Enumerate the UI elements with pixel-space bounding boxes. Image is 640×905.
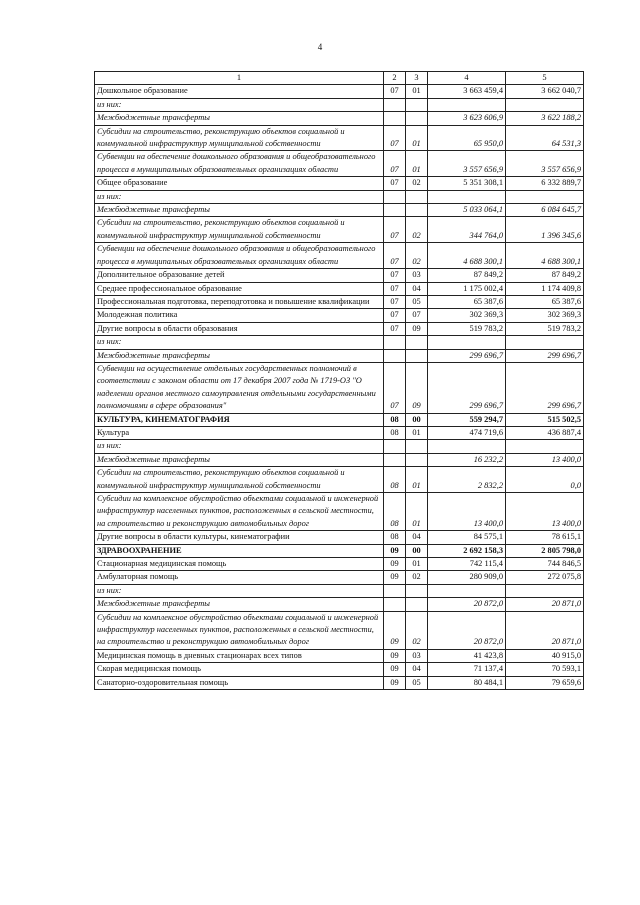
amount-col5-cell: 6 332 889,7 [506,177,584,190]
amount-col5-cell: 744 846,5 [506,558,584,571]
amount-col4-cell: 302 369,3 [428,309,506,322]
amount-col4-cell: 41 423,8 [428,649,506,662]
row-name-cell: Среднее профессиональное образование [95,282,384,295]
row-name-cell: Межбюджетные трансферты [95,598,384,611]
amount-col5-cell: 3 557 656,9 [506,151,584,177]
section-code-cell [384,112,406,125]
table-row [95,362,584,413]
subsection-code-cell: 03 [406,649,428,662]
amount-col5-cell: 272 075,8 [506,571,584,584]
row-name-cell: Субсидии на комплексное обустройство объектами социальной и инженерной инфраструктур населенных пунктов, расположенных в сельской местности, на строительство и реконструкцию автомобильных дорог [95,611,384,649]
amount-col4-cell: 519 783,2 [428,322,506,335]
subsection-code-cell [406,440,428,453]
subsection-code-cell: 00 [406,544,428,557]
section-code-cell: 07 [384,125,406,151]
row-name-cell: Профессиональная подготовка, переподготовка и повышение квалификации [95,295,384,308]
section-code-cell: 09 [384,544,406,557]
amount-col5-cell: 78 615,1 [506,531,584,544]
subsection-code-cell [406,204,428,217]
amount-col4-cell: 65 950,0 [428,125,506,151]
row-name-cell: из них: [95,336,384,349]
amount-col5-cell: 515 502,5 [506,413,584,426]
row-name-cell: Субсидии на комплексное обустройство объектами социальной и инженерной инфраструктур населенных пунктов, расположенных в сельской местности, на строительство и реконструкцию автомобильных дорог [95,493,384,531]
amount-col5-cell: 1 174 409,8 [506,282,584,295]
subsection-code-cell [406,453,428,466]
section-code-cell: 09 [384,558,406,571]
section-code-cell: 09 [384,676,406,689]
subsection-code-cell: 09 [406,322,428,335]
row-name-cell: из них: [95,98,384,111]
table-row [95,151,584,177]
table-row [95,584,584,597]
row-name-cell: из них: [95,440,384,453]
section-code-cell: 09 [384,611,406,649]
section-code-cell: 07 [384,243,406,269]
amount-col4-cell: 474 719,6 [428,426,506,439]
amount-col4-cell [428,98,506,111]
column-header: 4 [428,72,506,85]
section-code-cell [384,440,406,453]
table-row [95,269,584,282]
row-name-cell: Межбюджетные трансферты [95,349,384,362]
amount-col5-cell: 65 387,6 [506,295,584,308]
subsection-code-cell: 07 [406,309,428,322]
amount-col4-cell: 2 832,2 [428,467,506,493]
table-header-row [95,72,584,85]
subsection-code-cell: 00 [406,413,428,426]
row-name-cell: Стационарная медицинская помощь [95,558,384,571]
section-code-cell: 07 [384,269,406,282]
amount-col5-cell: 6 084 645,7 [506,204,584,217]
section-code-cell: 08 [384,493,406,531]
amount-col5-cell [506,440,584,453]
table-row [95,322,584,335]
amount-col5-cell: 20 871,0 [506,611,584,649]
table-row [95,336,584,349]
row-name-cell: Субсидии на строительство, реконструкцию объектов социальной и коммунальной инфраструктур муниципальной собственности [95,217,384,243]
subsection-code-cell: 04 [406,531,428,544]
row-name-cell: Межбюджетные трансферты [95,112,384,125]
amount-col5-cell: 87 849,2 [506,269,584,282]
section-code-cell: 07 [384,217,406,243]
section-code-cell: 09 [384,649,406,662]
section-code-cell: 07 [384,177,406,190]
amount-col5-cell: 299 696,7 [506,349,584,362]
table-row [95,98,584,111]
row-name-cell: Амбулаторная помощь [95,571,384,584]
amount-col5-cell: 70 593,1 [506,663,584,676]
subsection-code-cell: 03 [406,269,428,282]
amount-col4-cell: 3 557 656,9 [428,151,506,177]
column-header: 1 [95,72,384,85]
table-row [95,676,584,689]
amount-col5-cell: 2 805 798,0 [506,544,584,557]
page-number: 4 [317,42,323,52]
table-row [95,177,584,190]
table-row [95,558,584,571]
amount-col4-cell: 87 849,2 [428,269,506,282]
amount-col4-cell: 3 623 606,9 [428,112,506,125]
section-code-cell: 09 [384,663,406,676]
table-row [95,413,584,426]
table-row [95,282,584,295]
row-name-cell: Молодежная политика [95,309,384,322]
row-name-cell: из них: [95,190,384,203]
section-code-cell: 08 [384,531,406,544]
amount-col4-cell: 13 400,0 [428,493,506,531]
section-code-cell: 07 [384,322,406,335]
section-code-cell [384,598,406,611]
amount-col4-cell: 299 696,7 [428,349,506,362]
subsection-code-cell: 02 [406,571,428,584]
subsection-code-cell: 04 [406,663,428,676]
amount-col5-cell: 3 662 040,7 [506,85,584,98]
row-name-cell: Субвенции на обеспечение дошкольного образования и общеобразовательного процесса в муниципальных образовательных организациях области [95,151,384,177]
amount-col4-cell: 16 232,2 [428,453,506,466]
subsection-code-cell: 01 [406,467,428,493]
section-code-cell: 08 [384,467,406,493]
section-code-cell: 07 [384,85,406,98]
section-code-cell [384,584,406,597]
row-name-cell: Санаторно-оздоровительная помощь [95,676,384,689]
section-code-cell: 07 [384,151,406,177]
subsection-code-cell: 01 [406,125,428,151]
row-name-cell: Дошкольное образование [95,85,384,98]
amount-col5-cell: 79 659,6 [506,676,584,689]
amount-col5-cell: 64 531,3 [506,125,584,151]
amount-col4-cell: 5 033 064,1 [428,204,506,217]
subsection-code-cell [406,98,428,111]
amount-col4-cell: 2 692 158,3 [428,544,506,557]
section-code-cell [384,336,406,349]
column-header: 2 [384,72,406,85]
table-row [95,426,584,439]
subsection-code-cell [406,336,428,349]
budget-table [94,71,584,690]
amount-col5-cell [506,98,584,111]
row-name-cell: из них: [95,584,384,597]
section-code-cell [384,98,406,111]
row-name-cell: Медицинская помощь в дневных стационарах всех типов [95,649,384,662]
table-row [95,571,584,584]
amount-col4-cell: 742 115,4 [428,558,506,571]
amount-col4-cell [428,584,506,597]
row-name-cell: Скорая медицинская помощь [95,663,384,676]
amount-col4-cell: 559 294,7 [428,413,506,426]
amount-col4-cell: 4 688 300,1 [428,243,506,269]
amount-col5-cell: 20 871,0 [506,598,584,611]
table-row [95,544,584,557]
subsection-code-cell [406,112,428,125]
row-name-cell: Субвенции на осуществление отдельных государственных полномочий в соответствии с законом области от 17 декабря 2007 года № 1719-ОЗ "О наделении органов местного самоуправления отдельными государственными полномочиями в сфере образования" [95,362,384,413]
section-code-cell [384,453,406,466]
subsection-code-cell: 05 [406,676,428,689]
amount-col5-cell: 302 369,3 [506,309,584,322]
amount-col5-cell: 40 915,0 [506,649,584,662]
table-row [95,309,584,322]
table-row [95,295,584,308]
table-row [95,217,584,243]
subsection-code-cell: 09 [406,362,428,413]
subsection-code-cell [406,349,428,362]
row-name-cell: Другие вопросы в области образования [95,322,384,335]
subsection-code-cell [406,190,428,203]
amount-col4-cell: 5 351 308,1 [428,177,506,190]
amount-col5-cell: 519 783,2 [506,322,584,335]
amount-col4-cell: 20 872,0 [428,611,506,649]
row-name-cell: Субсидии на строительство, реконструкцию объектов социальной и коммунальной инфраструктур муниципальной собственности [95,125,384,151]
table-row [95,598,584,611]
row-name-cell: Дополнительное образование детей [95,269,384,282]
row-name-cell: Межбюджетные трансферты [95,453,384,466]
amount-col4-cell [428,336,506,349]
subsection-code-cell: 01 [406,151,428,177]
row-name-cell: ЗДРАВООХРАНЕНИЕ [95,544,384,557]
section-code-cell: 07 [384,309,406,322]
amount-col5-cell: 4 688 300,1 [506,243,584,269]
amount-col4-cell: 299 696,7 [428,362,506,413]
amount-col5-cell: 3 622 188,2 [506,112,584,125]
table-row [95,453,584,466]
column-header: 5 [506,72,584,85]
amount-col5-cell [506,336,584,349]
section-code-cell: 07 [384,282,406,295]
row-name-cell: Субсидии на строительство, реконструкцию объектов социальной и коммунальной инфраструктур муниципальной собственности [95,467,384,493]
subsection-code-cell: 02 [406,217,428,243]
table-row [95,243,584,269]
row-name-cell: КУЛЬТУРА, КИНЕМАТОГРАФИЯ [95,413,384,426]
amount-col4-cell: 20 872,0 [428,598,506,611]
amount-col5-cell: 0,0 [506,467,584,493]
row-name-cell: Общее образование [95,177,384,190]
amount-col4-cell: 65 387,6 [428,295,506,308]
subsection-code-cell: 02 [406,243,428,269]
table-body [95,85,584,690]
table-row [95,611,584,649]
subsection-code-cell [406,584,428,597]
subsection-code-cell: 05 [406,295,428,308]
amount-col5-cell [506,190,584,203]
amount-col5-cell: 299 696,7 [506,362,584,413]
amount-col4-cell [428,440,506,453]
table-row [95,112,584,125]
section-code-cell: 09 [384,571,406,584]
subsection-code-cell [406,598,428,611]
row-name-cell: Другие вопросы в области культуры, кинематографии [95,531,384,544]
section-code-cell: 08 [384,413,406,426]
table-row [95,663,584,676]
subsection-code-cell: 01 [406,426,428,439]
amount-col4-cell: 1 175 002,4 [428,282,506,295]
table-row [95,440,584,453]
amount-col5-cell [506,584,584,597]
amount-col5-cell: 1 396 345,6 [506,217,584,243]
row-name-cell: Субвенции на обеспечение дошкольного образования и общеобразовательного процесса в муниципальных образовательных организациях области [95,243,384,269]
section-code-cell [384,204,406,217]
amount-col4-cell [428,190,506,203]
table-row [95,190,584,203]
column-header: 3 [406,72,428,85]
row-name-cell: Межбюджетные трансферты [95,204,384,217]
amount-col5-cell: 13 400,0 [506,453,584,466]
amount-col4-cell: 3 663 459,4 [428,85,506,98]
amount-col5-cell: 13 400,0 [506,493,584,531]
amount-col4-cell: 80 484,1 [428,676,506,689]
table-row [95,467,584,493]
amount-col4-cell: 71 137,4 [428,663,506,676]
subsection-code-cell: 01 [406,558,428,571]
table-row [95,349,584,362]
table-row [95,204,584,217]
subsection-code-cell: 04 [406,282,428,295]
section-code-cell: 08 [384,426,406,439]
subsection-code-cell: 01 [406,493,428,531]
subsection-code-cell: 01 [406,85,428,98]
section-code-cell [384,349,406,362]
amount-col4-cell: 84 575,1 [428,531,506,544]
row-name-cell: Культура [95,426,384,439]
table-row [95,85,584,98]
section-code-cell [384,190,406,203]
amount-col4-cell: 344 764,0 [428,217,506,243]
subsection-code-cell: 02 [406,611,428,649]
section-code-cell: 07 [384,362,406,413]
subsection-code-cell: 02 [406,177,428,190]
table-row [95,531,584,544]
amount-col4-cell: 280 909,0 [428,571,506,584]
table-row [95,125,584,151]
section-code-cell: 07 [384,295,406,308]
table-row [95,493,584,531]
table-row [95,649,584,662]
amount-col5-cell: 436 887,4 [506,426,584,439]
